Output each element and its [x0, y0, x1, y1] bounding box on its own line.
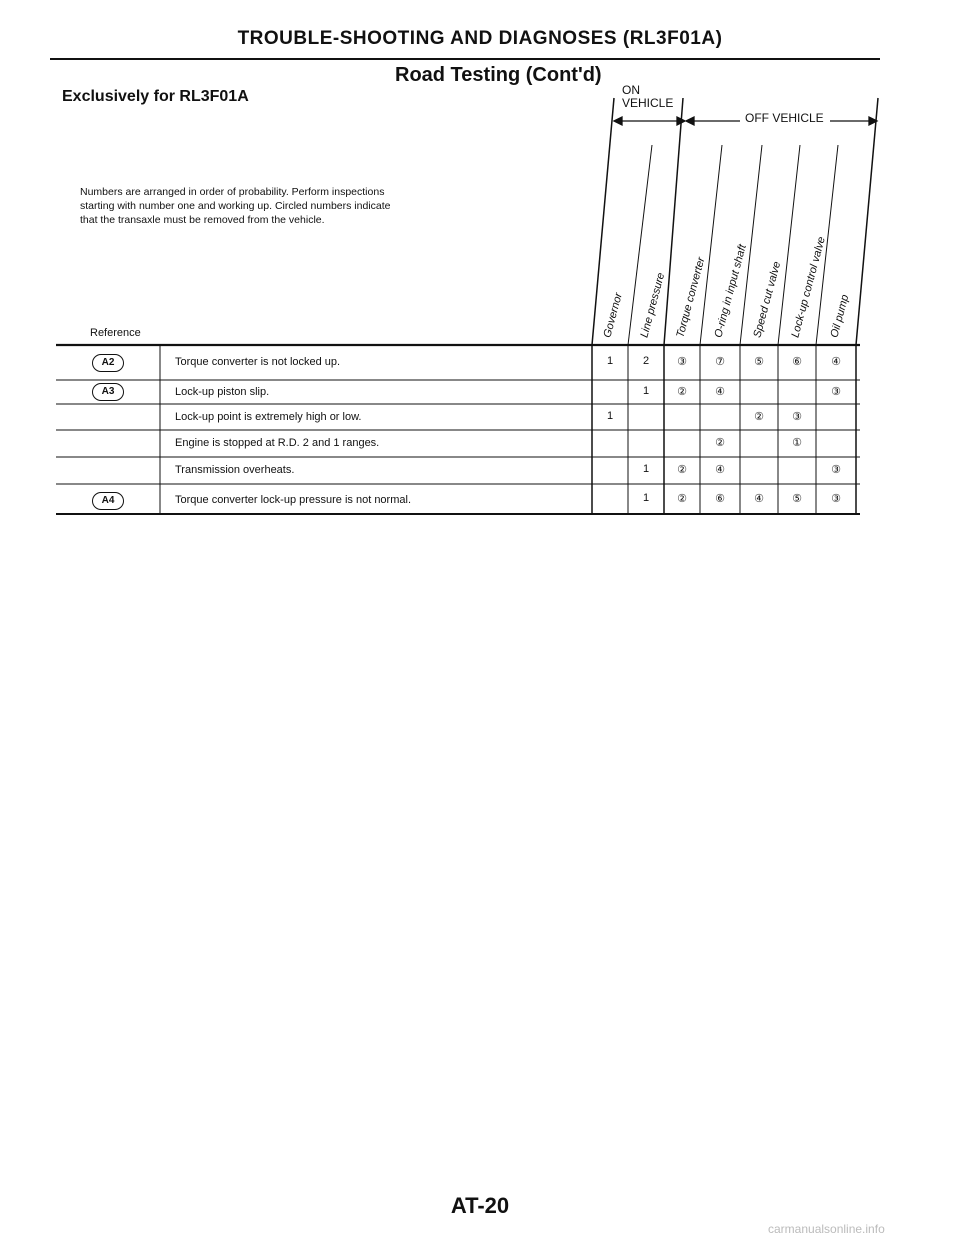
column-header-torque-converter: Torque converter: [674, 255, 708, 339]
table-cell: ⑥: [715, 493, 725, 505]
table-cell: ②: [677, 386, 687, 398]
watermark: carmanualsonline.info: [768, 1222, 885, 1236]
table-cell: ②: [677, 493, 687, 505]
table-cell: ③: [792, 411, 802, 423]
arrow-left-head: [686, 117, 694, 125]
exclusive-label: Exclusively for RL3F01A: [62, 88, 249, 105]
table-cell: ②: [715, 437, 725, 449]
table-cell: ⑤: [792, 493, 802, 505]
row-description: Transmission overheats.: [175, 464, 295, 476]
row-description: Lock-up point is extremely high or low.: [175, 411, 362, 423]
on-vehicle-line2: VEHICLE: [622, 96, 674, 110]
table-cell: 1: [642, 492, 650, 504]
table-cell: 1: [642, 463, 650, 475]
reference-header: Reference: [90, 327, 141, 339]
table-cell: ③: [831, 464, 841, 476]
table-cell: ③: [677, 356, 687, 368]
table-cell: 1: [642, 385, 650, 397]
column-header-line-pressure: Line pressure: [638, 271, 668, 339]
table-cell: ①: [792, 437, 802, 449]
page-number: AT-20: [450, 1193, 510, 1218]
row-description: Lock-up piston slip.: [175, 386, 270, 398]
table-cell: ⑥: [792, 356, 802, 368]
table-cell: 1: [606, 410, 614, 422]
column-header-speed-cut-valve: Speed cut valve: [751, 260, 784, 339]
reference-badge-a3: A3: [92, 383, 124, 401]
table-cell: ④: [715, 464, 725, 476]
off-vehicle-right-bracket: [856, 98, 878, 345]
column-header-governor: Governor: [601, 291, 625, 339]
table-cell: ②: [677, 464, 687, 476]
table-cell: ④: [754, 493, 764, 505]
off-vehicle-label: OFF VEHICLE: [745, 111, 824, 125]
table-cell: ⑦: [715, 356, 725, 368]
instruction-note: Numbers are arranged in order of probability. Perform inspections starting with number one and working up. Circled numbers indicate that the transaxle must be removed from the vehicle.: [80, 186, 391, 226]
section-title: Road Testing (Cont'd): [395, 64, 602, 86]
column-header-lock-up-control-valve: Lock-up control valve: [789, 235, 828, 339]
row-description: Torque converter is not locked up.: [175, 356, 341, 368]
column-header-oil-pump: Oil pump: [828, 293, 852, 339]
table-cell: 1: [606, 355, 614, 367]
table-cell: ④: [831, 356, 841, 368]
table-cell: 2: [642, 355, 650, 367]
column-header-o-ring: O-ring in input shaft: [712, 243, 749, 339]
table-cell: ③: [831, 386, 841, 398]
table-cell: ④: [715, 386, 725, 398]
table-cell: ③: [831, 493, 841, 505]
on-vehicle-right-bracket: [664, 98, 683, 345]
table-cell: ②: [754, 411, 764, 423]
page-title: TROUBLE-SHOOTING AND DIAGNOSES (RL3F01A): [237, 28, 723, 49]
reference-badge-a2: A2: [92, 354, 124, 372]
arrow-left-head: [614, 117, 622, 125]
table-cell: ⑤: [754, 356, 764, 368]
on-vehicle-line1: ON: [622, 83, 640, 97]
row-description: Engine is stopped at R.D. 2 and 1 ranges.: [175, 437, 380, 449]
reference-badge-a4: A4: [92, 492, 124, 510]
row-description: Torque converter lock-up pressure is not normal.: [175, 494, 411, 506]
